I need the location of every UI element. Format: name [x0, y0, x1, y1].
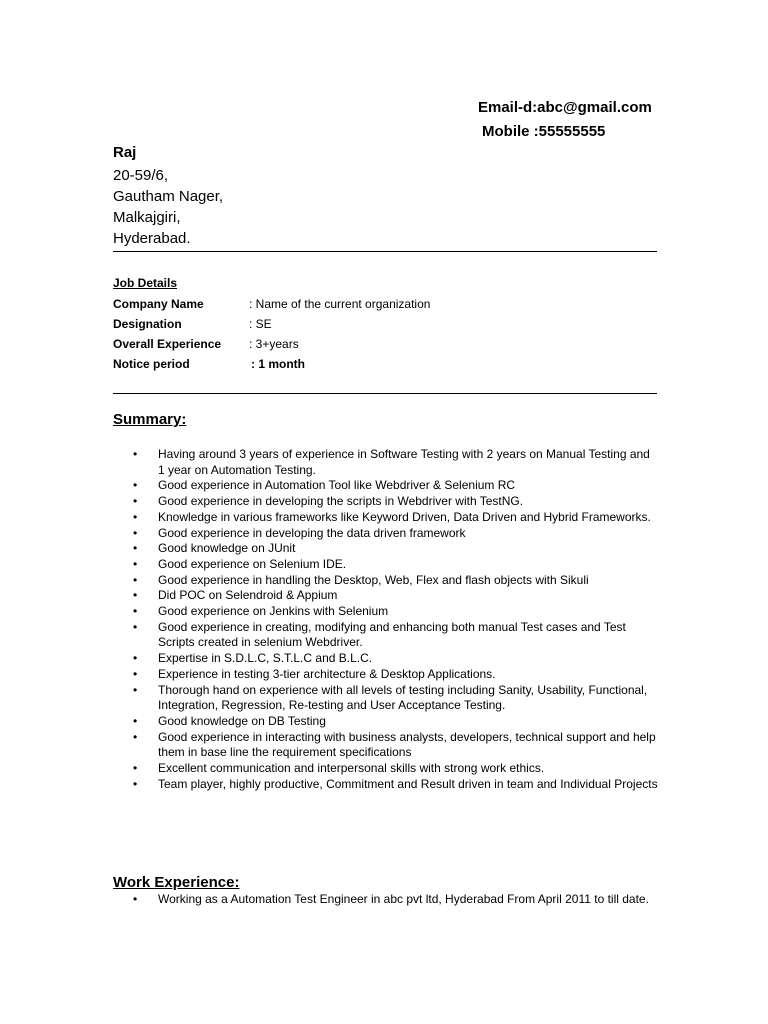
- bullet-icon: •: [133, 588, 138, 603]
- mobile-line: Mobile :55555555: [482, 123, 606, 140]
- bullet-item: [113, 777, 658, 793]
- bullet-icon: •: [133, 447, 138, 461]
- bullet-item: [113, 761, 658, 777]
- bullet-text: Thorough hand on experience with all levels of testing including Sanity, Usability, Functional, Integration, Regression, Re-testing and User Acceptance Testing.: [158, 682, 648, 713]
- bullet-icon: •: [133, 892, 138, 906]
- divider-middle: [113, 393, 657, 394]
- job-label: Company Name: [113, 297, 204, 311]
- job-value: : 1 month: [251, 357, 305, 371]
- bullet-icon: •: [133, 556, 138, 571]
- bullet-item: [113, 667, 658, 683]
- job-value: : Name of the current organization: [249, 297, 431, 311]
- contact-block: [478, 96, 652, 144]
- bullet-text: Experience in testing 3-tier architecture & Desktop Applications.: [158, 666, 496, 681]
- bullet-text: Knowledge in various frameworks like Keyword Driven, Data Driven and Hybrid Frameworks.: [158, 509, 651, 524]
- work-experience-list: [113, 892, 658, 908]
- summary-heading: Summary:: [113, 411, 187, 428]
- address-block: [113, 167, 223, 251]
- bullet-text: Good experience in developing the scripts in Webdriver with TestNG.: [158, 494, 524, 509]
- bullet-text: Having around 3 years of experience in Software Testing with 2 years on Manual Testing and 1 year on Automation Testing.: [158, 447, 650, 477]
- bullet-text: Good experience on Selenium IDE.: [158, 556, 347, 571]
- address-line: 20-59/6,: [113, 167, 169, 184]
- bullet-item: [113, 892, 658, 908]
- job-value: : SE: [249, 317, 272, 331]
- job-row-experience: [113, 335, 430, 355]
- bullet-text: Good knowledge on JUnit: [158, 541, 296, 556]
- bullet-icon: •: [133, 666, 138, 681]
- job-label: Designation: [113, 317, 182, 331]
- bullet-item: [113, 573, 658, 589]
- work-experience-heading: Work Experience:: [113, 874, 240, 891]
- bullet-item: [113, 557, 658, 573]
- bullet-text: Excellent communication and interpersonal skills with strong work ethics.: [158, 761, 545, 776]
- job-row-company: [113, 295, 430, 315]
- job-label: Overall Experience: [113, 337, 222, 351]
- bullet-item: [113, 620, 658, 651]
- bullet-text: Good experience in interacting with business analysts, developers, technical support and help them in base line the requirement specifications: [158, 729, 656, 760]
- job-details-heading: Job Details: [113, 276, 178, 290]
- bullet-icon: •: [133, 761, 138, 776]
- bullet-icon: •: [133, 651, 138, 666]
- bullet-item: [113, 604, 658, 620]
- bullet-icon: •: [133, 729, 138, 744]
- bullet-item: [113, 541, 658, 557]
- bullet-text: Good experience in handling the Desktop, Web, Flex and flash objects with Sikuli: [158, 572, 589, 587]
- bullet-text: Good knowledge on DB Testing: [158, 713, 326, 728]
- address-line: Malkajgiri,: [113, 209, 181, 226]
- bullet-text: Expertise in S.D.L.C, S.T.L.C and B.L.C.: [158, 651, 373, 666]
- job-details-table: [113, 295, 430, 375]
- bullet-item: [113, 478, 658, 494]
- bullet-text: Team player, highly productive, Commitment and Result driven in team and Individual Projects: [158, 776, 658, 791]
- bullet-icon: •: [133, 509, 138, 524]
- bullet-icon: •: [133, 682, 138, 697]
- summary-list: [113, 447, 658, 792]
- address-line: Hyderabad.: [113, 230, 191, 247]
- divider-top: [113, 251, 657, 252]
- bullet-text: Good experience in creating, modifying and enhancing both manual Test cases and Test Scripts created in selenium Webdriver.: [158, 619, 626, 650]
- bullet-icon: •: [133, 525, 138, 540]
- bullet-text: Good experience in developing the data driven framework: [158, 525, 466, 540]
- email-line: Email-d:abc@gmail.com: [478, 99, 652, 116]
- bullet-item: [113, 714, 658, 730]
- candidate-name: Raj: [113, 144, 137, 161]
- bullet-item: [113, 526, 658, 542]
- job-row-notice: [113, 355, 430, 375]
- bullet-icon: •: [133, 619, 138, 634]
- bullet-icon: •: [133, 713, 138, 728]
- bullet-text: Good experience on Jenkins with Selenium: [158, 604, 389, 619]
- bullet-item: [113, 494, 658, 510]
- bullet-item: [113, 651, 658, 667]
- bullet-icon: •: [133, 541, 138, 556]
- bullet-item: [113, 510, 658, 526]
- bullet-icon: •: [133, 604, 138, 619]
- bullet-text: Did POC on Selendroid & Appium: [158, 588, 338, 603]
- bullet-text: Working as a Automation Test Engineer in abc pvt ltd, Hyderabad From April 2011 to till date.: [158, 892, 649, 906]
- bullet-icon: •: [133, 494, 138, 509]
- bullet-item: [113, 683, 658, 714]
- bullet-item: [113, 588, 658, 604]
- bullet-item: [113, 730, 658, 761]
- job-row-designation: [113, 315, 430, 335]
- bullet-item: [113, 447, 658, 478]
- bullet-icon: •: [133, 478, 138, 493]
- bullet-text: Good experience in Automation Tool like Webdriver & Selenium RC: [158, 478, 516, 493]
- bullet-icon: •: [133, 776, 138, 791]
- address-line: Gautham Nager,: [113, 188, 224, 205]
- bullet-icon: •: [133, 572, 138, 587]
- job-value: : 3+years: [249, 337, 299, 351]
- job-label: Notice period: [113, 357, 190, 371]
